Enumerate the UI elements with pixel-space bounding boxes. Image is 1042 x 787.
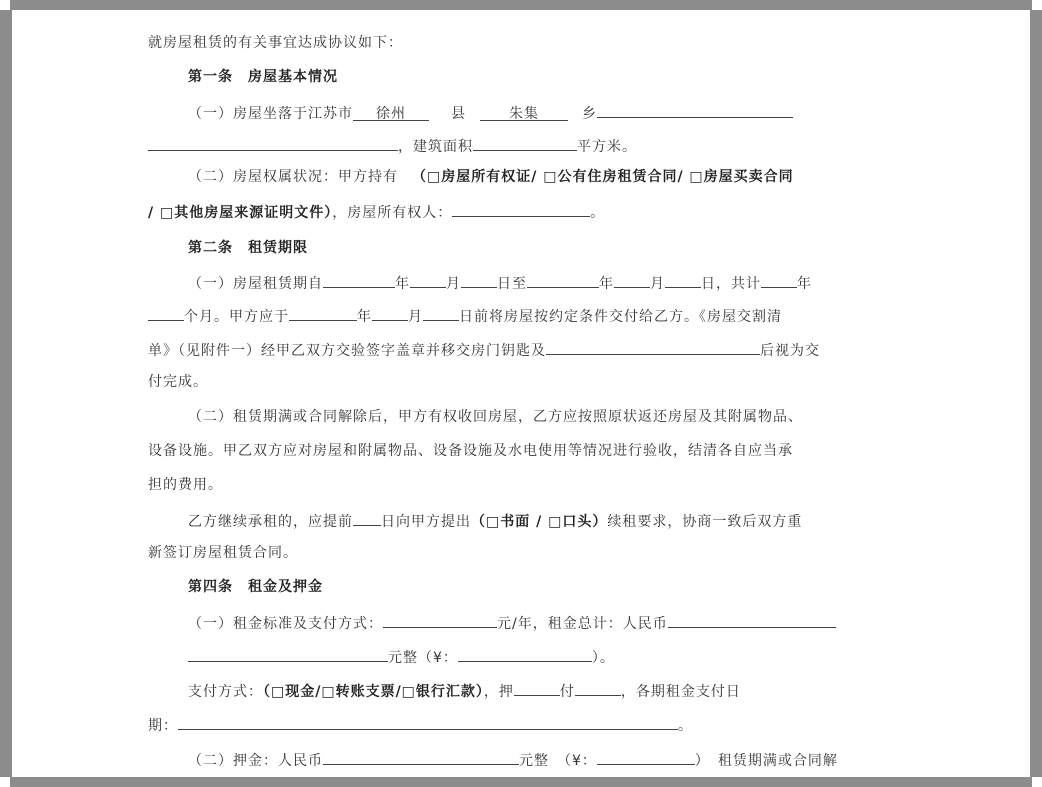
owner-period: 。 xyxy=(590,205,606,221)
owner-label: ，房屋所有权人： xyxy=(332,205,453,221)
payment-method-label: 支付方式： xyxy=(188,684,263,700)
delivery-month-field[interactable] xyxy=(372,303,408,321)
renewal-days-field[interactable] xyxy=(353,508,381,526)
deposit-label: （二）押金：人民币 xyxy=(188,753,323,769)
handover-text: 单》（见附件一）经甲乙双方交验签字盖章并移交房门钥匙及 xyxy=(148,343,546,359)
delivery-day-field[interactable] xyxy=(423,303,459,321)
start-year-label: 年 xyxy=(395,276,410,292)
article-1-area-line xyxy=(12,133,1030,156)
pay-months-field[interactable] xyxy=(575,678,621,696)
end-day-label: 日，共计 xyxy=(701,276,761,292)
rent-standard-label: （一）租金标准及支付方式： xyxy=(188,616,383,632)
term-line-3 xyxy=(12,337,1030,360)
article-1-heading: 第一条 房屋基本情况 xyxy=(188,69,338,85)
start-month-label: 月 xyxy=(446,276,461,292)
term-start-label: （一）房屋租赁期自 xyxy=(188,276,323,292)
area-label: ，建筑面积 xyxy=(398,139,473,155)
start-year-field[interactable] xyxy=(323,270,395,288)
payment-method-options[interactable]: （□现金/□转账支票/□银行汇款） xyxy=(263,684,484,700)
termination-text-2: 设备设施。甲乙双方应对房屋和附属物品、设备设施及水电使用等情况进行验收，结清各自应当承 xyxy=(148,443,793,459)
start-day-label: 日至 xyxy=(497,276,527,292)
corner-mark-bl xyxy=(0,777,10,787)
township-field[interactable] xyxy=(597,100,793,118)
rent-total-words-field[interactable] xyxy=(188,644,388,662)
term-para-2-line-1 xyxy=(12,406,1030,426)
article-2-title xyxy=(12,237,1030,257)
payment-date-label: ，各期租金支付日 xyxy=(620,684,741,700)
corner-mark-tl xyxy=(0,0,10,10)
payment-date-prefix: 期： xyxy=(148,718,178,734)
renewal-label: 乙方继续承租的，应提前 xyxy=(188,514,353,530)
intro-text: 就房屋租赁的有关事宜达成协议如下： xyxy=(148,35,403,51)
renewal-text: 续租要求，协商一致后双方重 xyxy=(607,514,803,530)
corner-mark-br xyxy=(1032,777,1042,787)
handover-items-field[interactable] xyxy=(546,337,760,355)
rent-line-1 xyxy=(12,610,1030,633)
end-year-label: 年 xyxy=(599,276,614,292)
delivery-year-label: 年 xyxy=(357,309,372,325)
article-2-heading: 第二条 租赁期限 xyxy=(188,240,308,256)
term-para-2-line-2 xyxy=(12,440,1030,460)
end-day-field[interactable] xyxy=(665,270,701,288)
term-para-2-line-3 xyxy=(12,474,1030,494)
county-field[interactable]: 朱集 xyxy=(480,103,568,121)
document-page xyxy=(12,10,1030,777)
termination-text-3: 担的费用。 xyxy=(148,477,223,493)
deposit-line xyxy=(12,747,1030,770)
end-month-label: 月 xyxy=(650,276,665,292)
total-years-field[interactable] xyxy=(761,270,797,288)
handover-text-end: 后视为交 xyxy=(760,343,820,359)
rent-line-3 xyxy=(12,678,1030,701)
delivery-text: 日前将房屋按约定条件交付给乙方。《房屋交割清 xyxy=(459,309,782,325)
renewal-notice-label: 日向甲方提出 xyxy=(381,514,471,530)
renewal-line-2 xyxy=(12,542,1030,562)
end-month-field[interactable] xyxy=(614,270,650,288)
area-unit: 平方米。 xyxy=(577,139,637,155)
location-label: （一）房屋坐落于江苏市 xyxy=(188,106,353,122)
ownership-other-option[interactable]: / □其他房屋来源证明文件） xyxy=(148,205,333,221)
start-day-field[interactable] xyxy=(461,270,497,288)
handover-complete-text: 付完成。 xyxy=(148,374,208,390)
termination-text-1: （二）租赁期满或合同解除后，甲方有权收回房屋，乙方应按照原状返还房屋及其附属物品、 xyxy=(188,409,803,425)
rent-total-field[interactable] xyxy=(668,610,836,628)
article-1-ownership-line-2 xyxy=(12,199,1030,222)
rent-line-4 xyxy=(12,712,1030,735)
deposit-months-field[interactable] xyxy=(514,678,560,696)
renewal-line-1 xyxy=(12,508,1030,531)
rent-amount-close: ）。 xyxy=(591,650,615,666)
article-1-ownership-line xyxy=(12,166,1030,186)
area-field[interactable] xyxy=(473,133,577,151)
delivery-month-label: 月 xyxy=(408,309,423,325)
ownership-options[interactable]: （□房屋所有权证/ □公有住房租赁合同/ □房屋买卖合同 xyxy=(412,169,794,185)
delivery-label: 个月。甲方应于 xyxy=(184,309,289,325)
start-month-field[interactable] xyxy=(410,270,446,288)
rent-per-year-field[interactable] xyxy=(383,610,497,628)
article-1-location-line xyxy=(12,100,1030,123)
intro-line xyxy=(12,32,1030,52)
delivery-year-field[interactable] xyxy=(289,303,357,321)
county-label: 县 xyxy=(451,106,466,122)
deposit-text: ） 租赁期满或合同解 xyxy=(694,753,838,769)
renewal-method-options[interactable]: （□书面 / □口头） xyxy=(471,514,608,530)
term-line-2 xyxy=(12,303,1030,326)
deposit-amount-field[interactable] xyxy=(323,747,519,765)
rent-amount-label: 元整（¥： xyxy=(388,650,458,666)
rent-total-label: 元/年，租金总计：人民币 xyxy=(497,616,668,632)
article-1-title xyxy=(12,66,1030,86)
term-line-4 xyxy=(12,371,1030,391)
rent-amount-figure-field[interactable] xyxy=(458,644,592,662)
article-4-heading: 第四条 租金及押金 xyxy=(188,579,323,595)
city-field[interactable]: 徐州 xyxy=(353,103,429,121)
owner-field[interactable] xyxy=(452,199,590,217)
payment-date-period: 。 xyxy=(678,718,693,734)
total-years-label: 年 xyxy=(797,276,812,292)
rent-line-2 xyxy=(12,644,1030,667)
pay-months-label: 付 xyxy=(559,684,575,700)
deposit-months-label: ，押 xyxy=(483,684,514,700)
corner-mark-tr xyxy=(1032,0,1042,10)
term-line-1 xyxy=(12,270,1030,293)
payment-date-field[interactable] xyxy=(178,712,678,730)
renewal-text-2: 新签订房屋租赁合同。 xyxy=(148,545,298,561)
ownership-label: （二）房屋权属状况：甲方持有 xyxy=(188,169,398,185)
end-year-field[interactable] xyxy=(527,270,599,288)
deposit-figure-field[interactable] xyxy=(597,747,695,765)
total-months-field[interactable] xyxy=(148,303,184,321)
township-label: 乡 xyxy=(582,106,597,122)
deposit-figure-label: 元整 （¥： xyxy=(519,753,597,769)
article-4-title xyxy=(12,576,1030,596)
address-detail-field[interactable] xyxy=(148,133,398,151)
